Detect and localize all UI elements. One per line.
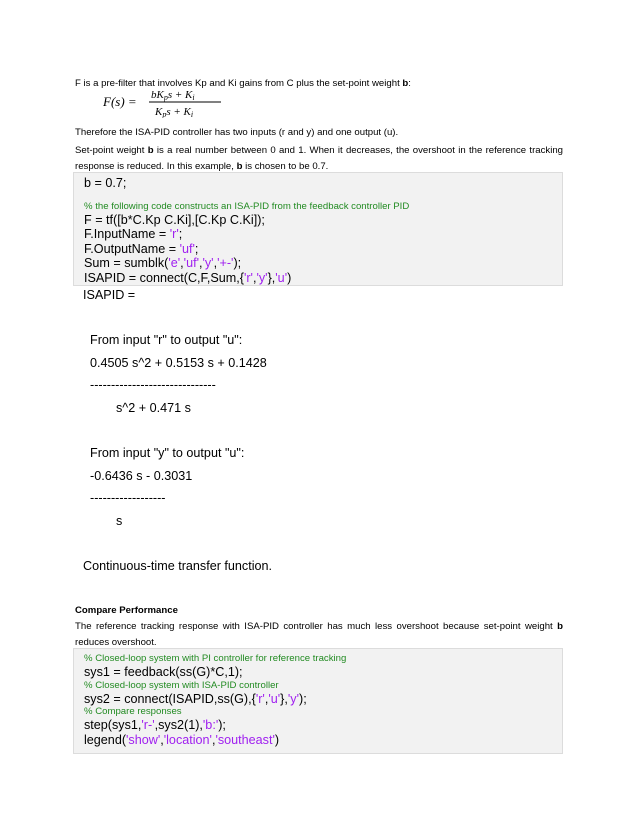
output-tf1-numerator: 0.4505 s^2 + 0.5153 s + 0.1428: [90, 356, 267, 370]
prefilter-formula: [103, 86, 223, 118]
output-tf1-denominator: s^2 + 0.471 s: [116, 401, 191, 415]
code-line: legend('show','location','southeast'): [84, 732, 280, 747]
isa-pid-io-paragraph: Therefore the ISA-PID controller has two inputs (r and y) and one output (u).: [75, 127, 399, 138]
code-line: sys1 = feedback(ss(G)*C,1);: [84, 665, 243, 679]
code-line: ISAPID = connect(C,F,Sum,{'r','y'},'u'): [84, 270, 292, 285]
intro-paragraph: F is a pre-filter that involves Kp and Ki gains from C plus the set-point weight b:: [75, 78, 411, 89]
code-line: F.OutputName = 'uf';: [84, 241, 199, 256]
output-tf2-denominator: s: [116, 514, 123, 528]
section-heading: Compare Performance: [75, 605, 178, 616]
code-comment: % Closed-loop system with ISA-PID controller: [84, 679, 279, 691]
output-tf1-title: From input "r" to output "u":: [90, 333, 243, 347]
formula-denominator: Kps + Ki: [155, 106, 194, 118]
setpoint-weight-paragraph: Set-point weight b is a real number between 0 and 1. When it decreases, the overshoot in the reference tracking response is reduced. In this example, b is chosen to be 0.7.: [75, 145, 563, 172]
code-line: Sum = sumblk('e','uf','y','+-');: [84, 256, 242, 271]
code-block-compare: [73, 648, 563, 754]
code-line: sys2 = connect(ISAPID,ss(G),{'r','u'},'y');: [84, 691, 307, 706]
output-tf1-fraction-bar: ------------------------------: [90, 378, 216, 392]
output-tf2-title: From input "y" to output "u":: [90, 446, 245, 460]
code-comment: % Compare responses: [84, 706, 182, 718]
output-tf2-fraction-bar: ------------------: [90, 491, 166, 505]
output-footer: Continuous-time transfer function.: [83, 559, 272, 573]
code-comment: % Closed-loop system with PI controller for reference tracking: [84, 653, 347, 664]
output-tf2-numerator: -0.6436 s - 0.3031: [90, 469, 193, 483]
compare-paragraph: The reference tracking response with ISA-PID controller has much less overshoot because set-point weight b reduces overshoot.: [75, 621, 563, 648]
code-line: step(sys1,'r-',sys2(1),'b:');: [84, 718, 226, 733]
formula-lhs: F(s) =: [103, 94, 137, 109]
code-block-isapid: [73, 172, 563, 286]
formula-numerator: bKps + Ki: [151, 89, 195, 102]
code-line: F = tf([b*C.Kp C.Ki],[C.Kp C.Ki]);: [84, 212, 265, 227]
code-line: F.InputName = 'r';: [84, 227, 183, 242]
output-header: ISAPID =: [83, 288, 136, 302]
code-line: b = 0.7;: [84, 176, 127, 190]
code-comment: % the following code constructs an ISA-PID from the feedback controller PID: [84, 200, 410, 212]
